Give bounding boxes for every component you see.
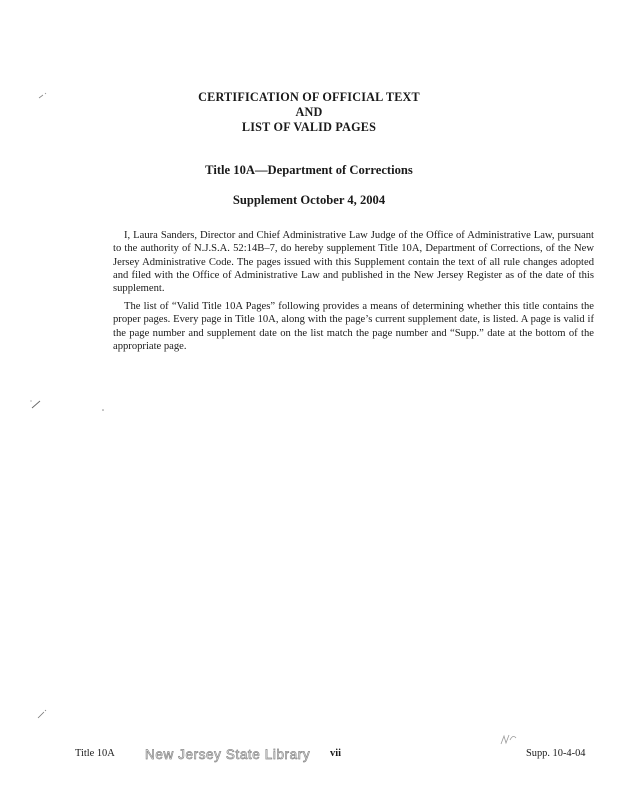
footer-supplement-date: Supp. 10-4-04 xyxy=(526,748,586,759)
valid-pages-heading: LIST OF VALID PAGES xyxy=(241,120,377,134)
scan-speck xyxy=(100,407,106,413)
scan-speck xyxy=(38,92,48,100)
scan-speck xyxy=(30,398,44,410)
certification-heading: CERTIFICATION OF OFFICIAL TEXT xyxy=(198,90,420,104)
certification-paragraph: I, Laura Sanders, Director and Chief Administrative Law Judge of the Office of Administrative Law, pursuant to the authority of N.J.S.A. 52:14B–7, do hereby supplement Title 10A, Department of Corrections, of the New Jersey Administrative Code. The pages issued with this Supplement contain the text of all rule changes adopted and filed with the Office of Administrative Law and published in the New Jersey Register as of the date of this supplement. xyxy=(113,230,594,295)
page-number: vii xyxy=(330,748,341,759)
handwritten-mark xyxy=(500,731,518,747)
library-stamp: New Jersey State Library xyxy=(145,747,311,762)
valid-pages-paragraph: The list of “Valid Title 10A Pages” following provides a means of determining whether this title contains the proper pages. Every page in Title 10A, along with the page’s current supplement date, is listed. A page is valid if the page number and supplement date on the list match the page number and “Supp.” date at the bottom of the appropriate page. xyxy=(113,301,594,352)
footer-title: Title 10A xyxy=(75,748,115,759)
heading-and: AND xyxy=(295,105,323,119)
supplement-date-heading: Supplement October 4, 2004 xyxy=(232,193,386,207)
scan-speck xyxy=(36,708,48,720)
title-heading: Title 10A—Department of Corrections xyxy=(205,163,413,177)
